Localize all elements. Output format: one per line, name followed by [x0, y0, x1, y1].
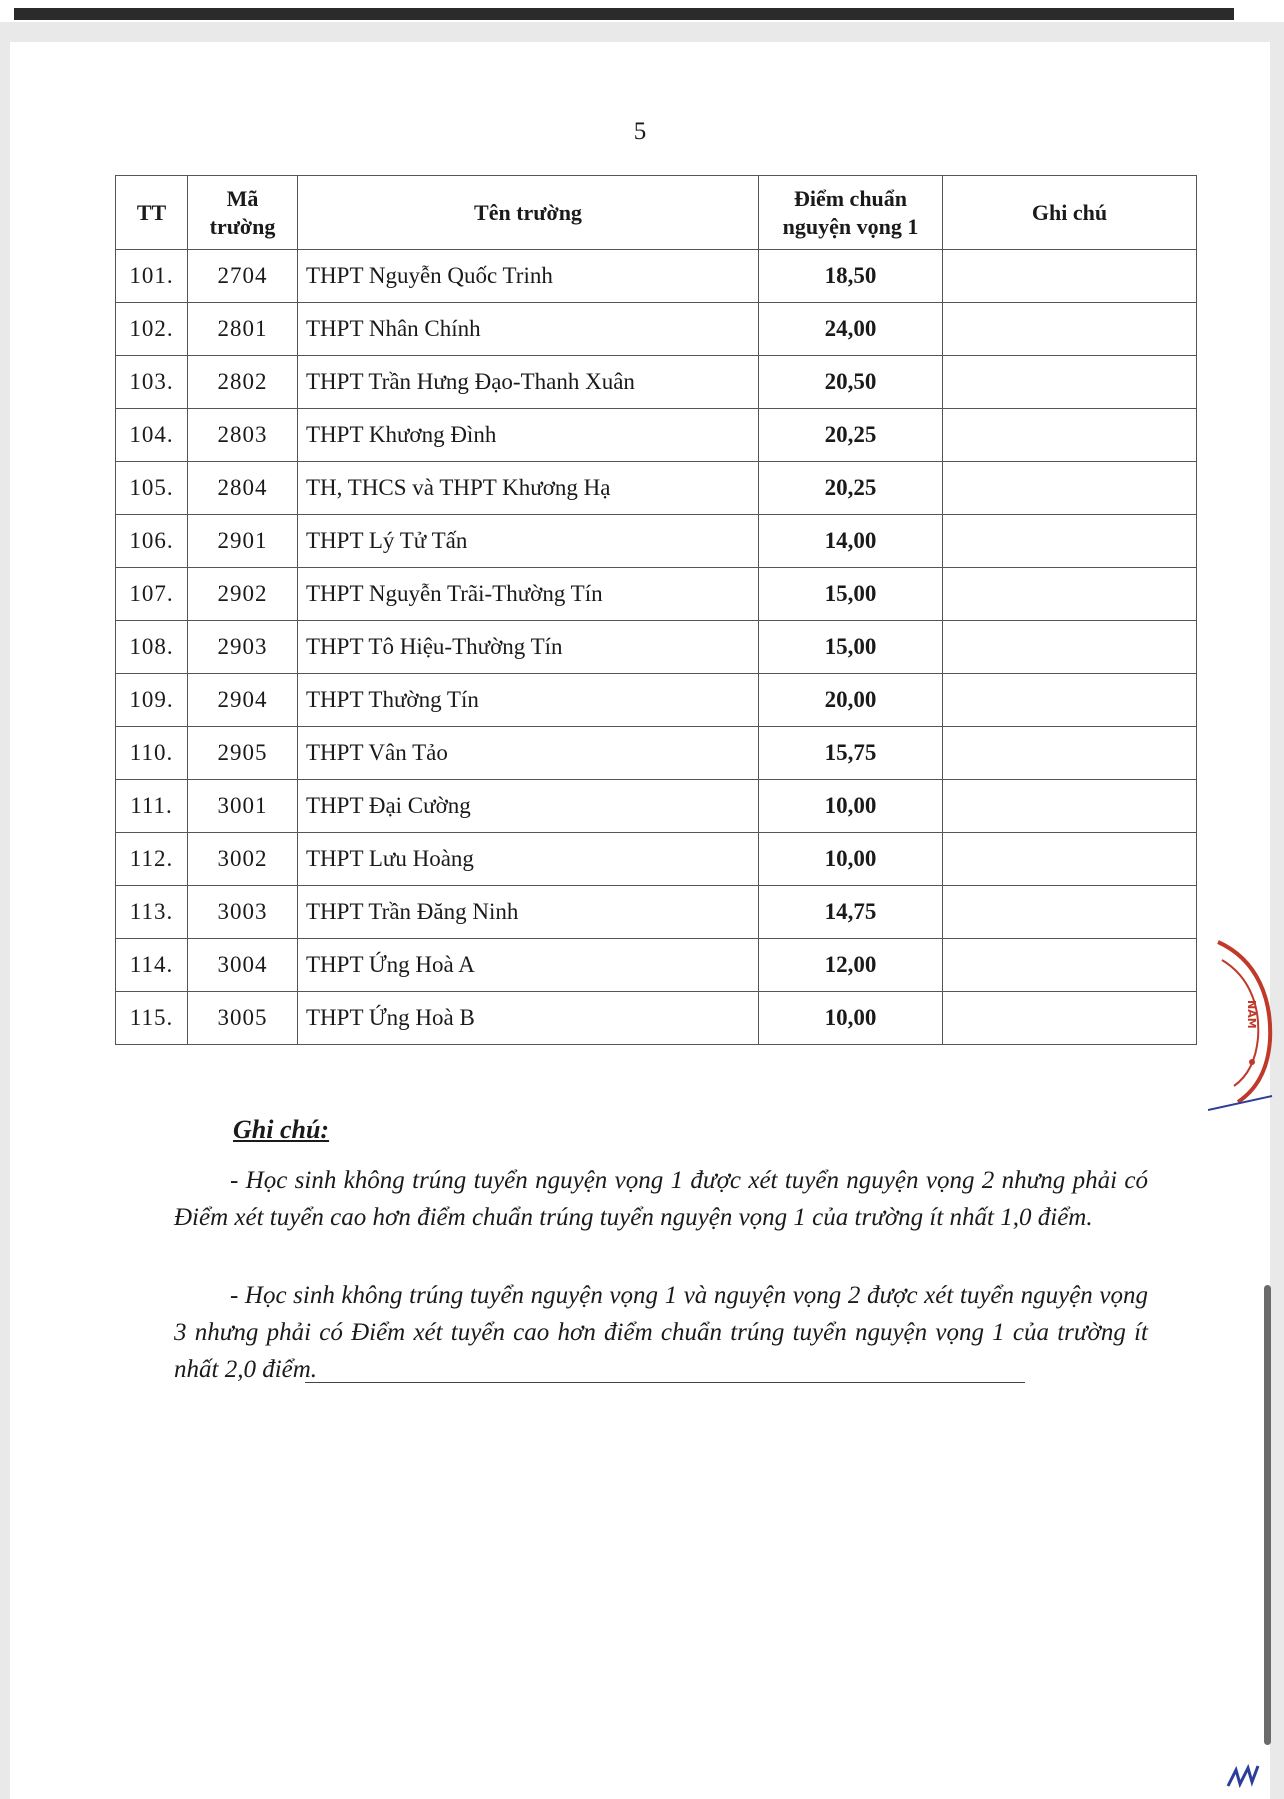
school-code: 2905: [188, 727, 298, 780]
school-name: THPT Thường Tín: [298, 674, 759, 727]
school-code: 2801: [188, 303, 298, 356]
row-note: [943, 568, 1197, 621]
table-row: [116, 250, 1197, 303]
cutoff-score: 10,00: [759, 780, 943, 833]
row-number: 109.: [116, 674, 188, 727]
header-score: [759, 176, 943, 250]
notes-title: Ghi chú:: [233, 1115, 330, 1144]
cutoff-score: 14,75: [759, 886, 943, 939]
header-note: Ghi chú: [943, 176, 1197, 250]
table-row: [116, 568, 1197, 621]
note-item-2: - Học sinh không trúng tuyển nguyện vọng 1 và nguyện vọng 2 được xét tuyển nguyện vọng 3 nhưng phải có Điểm xét tuyển cao hơn điểm chuẩn trúng tuyển nguyện vọng 1 của trường ít nhất 2,0 điểm.: [174, 1282, 1148, 1383]
row-note: [943, 833, 1197, 886]
table-row: [116, 515, 1197, 568]
note-item-1: - Học sinh không trúng tuyển nguyện vọng 1 được xét tuyển nguyện vọng 2 nhưng phải có Điểm xét tuyển cao hơn điểm chuẩn trúng tuyển nguyện vọng 1 của trường ít nhất 1,0 điểm.: [174, 1167, 1148, 1231]
school-name: THPT Lưu Hoàng: [298, 833, 759, 886]
school-name: THPT Nguyễn Quốc Trinh: [298, 250, 759, 303]
row-note: [943, 356, 1197, 409]
scan-top-edge: [0, 0, 1284, 22]
table-body: [116, 250, 1197, 1045]
row-number: 101.: [116, 250, 188, 303]
row-note: [943, 939, 1197, 992]
row-number: 111.: [116, 780, 188, 833]
school-name: THPT Đại Cường: [298, 780, 759, 833]
row-number: 102.: [116, 303, 188, 356]
cutoff-score: 10,00: [759, 992, 943, 1045]
table-row: [116, 674, 1197, 727]
table-row: [116, 621, 1197, 674]
row-number: 107.: [116, 568, 188, 621]
row-note: [943, 886, 1197, 939]
scrollbar[interactable]: [1264, 1285, 1271, 1745]
svg-text:NAM: NAM: [1245, 1000, 1258, 1029]
table-row: [116, 727, 1197, 780]
cutoff-score: 15,75: [759, 727, 943, 780]
table-row: [116, 303, 1197, 356]
school-code: 3001: [188, 780, 298, 833]
school-name: TH, THCS và THPT Khương Hạ: [298, 462, 759, 515]
header-score-line2: nguyện vọng 1: [782, 213, 919, 239]
row-note: [943, 727, 1197, 780]
row-number: 112.: [116, 833, 188, 886]
table-row: [116, 992, 1197, 1045]
school-code: 2902: [188, 568, 298, 621]
header-code-line2: trường: [209, 213, 276, 239]
school-name: THPT Vân Tảo: [298, 727, 759, 780]
header-school-name: Tên trường: [298, 176, 759, 250]
row-number: 110.: [116, 727, 188, 780]
row-number: 106.: [116, 515, 188, 568]
row-note: [943, 515, 1197, 568]
row-note: [943, 780, 1197, 833]
cutoff-score: 20,50: [759, 356, 943, 409]
row-number: 113.: [116, 886, 188, 939]
red-seal-stamp: [1208, 930, 1274, 1120]
school-code: 3003: [188, 886, 298, 939]
school-name: THPT Lý Tử Tấn: [298, 515, 759, 568]
cutoff-score: 14,00: [759, 515, 943, 568]
header-tt: TT: [116, 176, 188, 250]
table-row: [116, 939, 1197, 992]
document-page: [10, 42, 1270, 1799]
school-code: 2901: [188, 515, 298, 568]
school-code: 2803: [188, 409, 298, 462]
table-row: [116, 886, 1197, 939]
page-number: 5: [633, 118, 647, 145]
school-name: THPT Trần Hưng Đạo-Thanh Xuân: [298, 356, 759, 409]
school-code: 2903: [188, 621, 298, 674]
school-name: THPT Ứng Hoà A: [298, 939, 759, 992]
school-name: THPT Nguyễn Trãi-Thường Tín: [298, 568, 759, 621]
cutoff-score: 24,00: [759, 303, 943, 356]
cutoff-score: 20,25: [759, 462, 943, 515]
school-name: THPT Khương Đình: [298, 409, 759, 462]
cutoff-score: 12,00: [759, 939, 943, 992]
admission-score-table: [115, 175, 1197, 1045]
school-name: THPT Trần Đăng Ninh: [298, 886, 759, 939]
school-code: 3002: [188, 833, 298, 886]
row-note: [943, 303, 1197, 356]
table-row: [116, 462, 1197, 515]
school-code: 2704: [188, 250, 298, 303]
cutoff-score: 20,25: [759, 409, 943, 462]
row-note: [943, 462, 1197, 515]
school-code: 2802: [188, 356, 298, 409]
row-note: [943, 674, 1197, 727]
cutoff-score: 20,00: [759, 674, 943, 727]
header-code-line1: Mã: [226, 185, 259, 211]
cutoff-score: 15,00: [759, 568, 943, 621]
row-number: 114.: [116, 939, 188, 992]
scan-dark-strip: [14, 8, 1234, 20]
row-number: 115.: [116, 992, 188, 1045]
row-number: 104.: [116, 409, 188, 462]
cutoff-score: 18,50: [759, 250, 943, 303]
school-code: 3005: [188, 992, 298, 1045]
table-row: [116, 356, 1197, 409]
school-name: THPT Ứng Hoà B: [298, 992, 759, 1045]
signature-icon: [1226, 1762, 1260, 1792]
school-name: THPT Tô Hiệu-Thường Tín: [298, 621, 759, 674]
school-name: THPT Nhân Chính: [298, 303, 759, 356]
row-note: [943, 992, 1197, 1045]
table-row: [116, 780, 1197, 833]
cutoff-score: 10,00: [759, 833, 943, 886]
school-code: 3004: [188, 939, 298, 992]
cutoff-score: 15,00: [759, 621, 943, 674]
table-header-row: [116, 176, 1197, 250]
row-note: [943, 250, 1197, 303]
row-note: [943, 621, 1197, 674]
row-number: 103.: [116, 356, 188, 409]
end-divider-line: [305, 1382, 1025, 1383]
table-row: [116, 409, 1197, 462]
row-number: 105.: [116, 462, 188, 515]
header-score-line1: Điểm chuẩn: [793, 185, 908, 211]
header-code: [188, 176, 298, 250]
row-number: 108.: [116, 621, 188, 674]
school-code: 2904: [188, 674, 298, 727]
table-row: [116, 833, 1197, 886]
row-note: [943, 409, 1197, 462]
school-code: 2804: [188, 462, 298, 515]
